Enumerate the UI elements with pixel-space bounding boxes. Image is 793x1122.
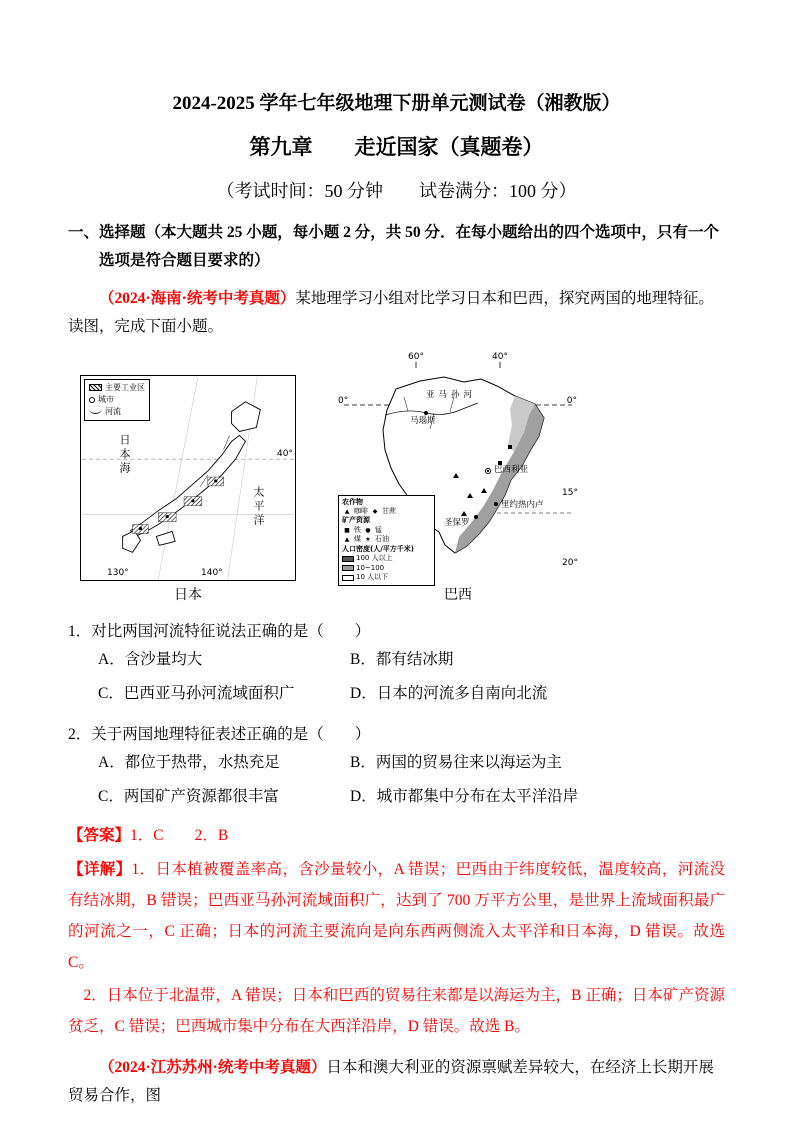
pop-dense-label: 100 人以上 bbox=[356, 554, 393, 563]
answer-line bbox=[68, 822, 725, 850]
explanation-paragraph-2 bbox=[68, 980, 725, 1042]
pop-dense-swatch bbox=[342, 556, 354, 562]
document-title: 2024-2025 学年七年级地理下册单元测试卷（湘教版） bbox=[172, 93, 621, 114]
legend-pop-title: 人口密度(人/平方千米) bbox=[342, 544, 414, 553]
lat-20-label: 20° bbox=[562, 557, 578, 568]
lat-15-label: 15° bbox=[562, 487, 578, 498]
pop-sparse-swatch bbox=[342, 575, 354, 581]
q1-option-a: A．含沙量均大 bbox=[98, 651, 203, 669]
industrial-zone-swatch bbox=[89, 384, 102, 391]
group-intro-text: 某地理学习小组对比学习日本和巴西，探究两国的地理特征。读图，完成下面小题。 bbox=[68, 289, 714, 335]
lon-130-label: 130° bbox=[107, 567, 129, 578]
manganese-label: 锰 bbox=[375, 525, 382, 534]
q2-option-c: C．两国矿产资源都很丰富 bbox=[98, 788, 279, 806]
lon-40-label: 40° bbox=[492, 351, 508, 362]
next-intro-text: 日本和澳大利亚的资源禀赋差异较大，在经济上长期开展贸易合作，图 bbox=[68, 1059, 714, 1105]
legend-industrial-row bbox=[89, 382, 145, 394]
legend-city-label: 城市 bbox=[98, 394, 114, 404]
river-swatch bbox=[89, 409, 102, 414]
manganese-icon: ● bbox=[365, 526, 371, 534]
sugarcane-label: 甘蔗 bbox=[382, 507, 396, 515]
lon-140-label: 140° bbox=[201, 567, 223, 578]
japan-map-frame bbox=[80, 375, 296, 581]
amazon-river-label: 亚马孙河 bbox=[426, 389, 477, 400]
maps-row bbox=[80, 353, 725, 604]
explanation-text-1: 1．日本植被覆盖率高，含沙量较小，A 错误；巴西由于纬度较低，温度较高，河流没有结冰期，B 错误；巴西亚马孙河流域面积广，达到了 700 万平方公里，是世界上流域面积最广的河流之一，C 正确；日本的河流主要流向是向东西两侧流入太平洋和日本海，D 错误。故选 C。 bbox=[68, 861, 725, 972]
sugarcane-icon: ◆ bbox=[372, 507, 378, 515]
legend-minerals-title: 矿产资源 bbox=[342, 516, 370, 525]
city-swatch bbox=[89, 397, 95, 403]
oil-label: 石油 bbox=[375, 535, 389, 544]
coffee-icon: ▲ bbox=[344, 507, 350, 515]
pop-mid-label: 10~100 bbox=[356, 563, 385, 572]
q2-option-a: A．都位于热带，水热充足 bbox=[98, 754, 280, 772]
answer-text: 1．C 2．B bbox=[130, 826, 229, 844]
q1-option-c: C．巴西亚马孙河流域面积广 bbox=[98, 685, 295, 703]
answer-tag: 【答案】 bbox=[68, 826, 131, 844]
chapter-title: 第九章 走近国家（真题卷） bbox=[249, 135, 544, 159]
iron-label: 铁 bbox=[354, 525, 361, 534]
legend-minerals-row-1 bbox=[342, 526, 431, 535]
coffee-label: 咖啡 bbox=[354, 507, 368, 515]
legend-city-row bbox=[89, 394, 145, 406]
lat-40-label: 40° bbox=[277, 448, 293, 459]
source-tag: （2024·海南·统考中考真题） bbox=[99, 289, 296, 307]
equator-label-left: 0° bbox=[338, 395, 349, 406]
q1-option-d: D．日本的河流多自南向北流 bbox=[350, 685, 548, 703]
lon-60-label: 60° bbox=[408, 351, 424, 362]
legend-pop-row-1 bbox=[342, 554, 431, 563]
explanation-paragraph-1 bbox=[68, 854, 725, 978]
question-group-intro bbox=[68, 285, 725, 341]
q2-option-b: B．两国的贸易往来以海运为主 bbox=[350, 754, 562, 772]
sao-paulo-label: 圣保罗 bbox=[444, 517, 470, 528]
pop-mid-swatch bbox=[342, 565, 354, 571]
coal-label: 煤 bbox=[354, 535, 361, 544]
explanation-text-2: 2．日本位于北温带，A 错误；日本和巴西的贸易往来都是以海运为主，B 正确；日本矿产资源贫乏，C 错误；巴西城市集中分布在大西洋沿岸，D 错误。故选 B。 bbox=[68, 987, 725, 1036]
japan-map-caption: 日本 bbox=[174, 587, 202, 603]
sea-of-japan-label: 日本海 bbox=[118, 433, 131, 476]
legend-pop-row-3 bbox=[342, 573, 431, 582]
rio-label: 里约热内卢 bbox=[501, 499, 544, 510]
oil-icon: ★ bbox=[365, 535, 371, 543]
next-source-tag: （2024·江苏苏州·统考中考真题） bbox=[99, 1059, 327, 1077]
legend-river-label: 河流 bbox=[105, 406, 121, 416]
coal-icon: ▲ bbox=[344, 535, 350, 543]
question-2-options bbox=[98, 750, 725, 809]
brazil-map-legend bbox=[338, 495, 435, 586]
pop-sparse-label: 10 人以下 bbox=[356, 573, 389, 582]
legend-pop-row-2 bbox=[342, 564, 431, 573]
iron-icon: ■ bbox=[344, 526, 350, 534]
question-2-stem: 2．关于两国地理特征表述正确的是（ ） bbox=[68, 725, 371, 743]
section-heading: 一、选择题（本大题共 25 小题，每小题 2 分，共 50 分．在每小题给出的四个选项中，只有一个选项是符合题目要求的） bbox=[68, 224, 720, 269]
manaus-label: 马瑙斯 bbox=[410, 415, 436, 426]
legend-industrial-label: 主要工业区 bbox=[105, 382, 145, 392]
explanation-tag: 【详解】 bbox=[68, 861, 132, 879]
japan-map-legend bbox=[84, 379, 150, 421]
q1-option-b: B．都有结冰期 bbox=[350, 651, 454, 669]
question-1-options bbox=[98, 647, 725, 706]
exam-info: （考试时间：50 分钟 试卷满分：100 分） bbox=[216, 181, 577, 201]
brasilia-label: 巴西利亚 bbox=[494, 464, 529, 475]
japan-map-figure bbox=[80, 375, 296, 604]
equator-label-right: 0° bbox=[566, 395, 577, 406]
legend-river-row bbox=[89, 406, 145, 418]
brazil-map-figure bbox=[338, 353, 578, 604]
legend-crops-title: 农作物 bbox=[342, 497, 363, 506]
pacific-ocean-label: 太平洋 bbox=[252, 485, 265, 528]
legend-minerals-row-2 bbox=[342, 535, 431, 544]
brazil-map-caption: 巴西 bbox=[444, 587, 472, 603]
q2-option-d: D．城市都集中分布在太平洋沿岸 bbox=[350, 788, 579, 806]
brazil-map-frame bbox=[338, 353, 578, 581]
question-1-stem: 1．对比两国河流特征说法正确的是（ ） bbox=[68, 622, 371, 640]
next-question-group-intro bbox=[68, 1054, 725, 1110]
